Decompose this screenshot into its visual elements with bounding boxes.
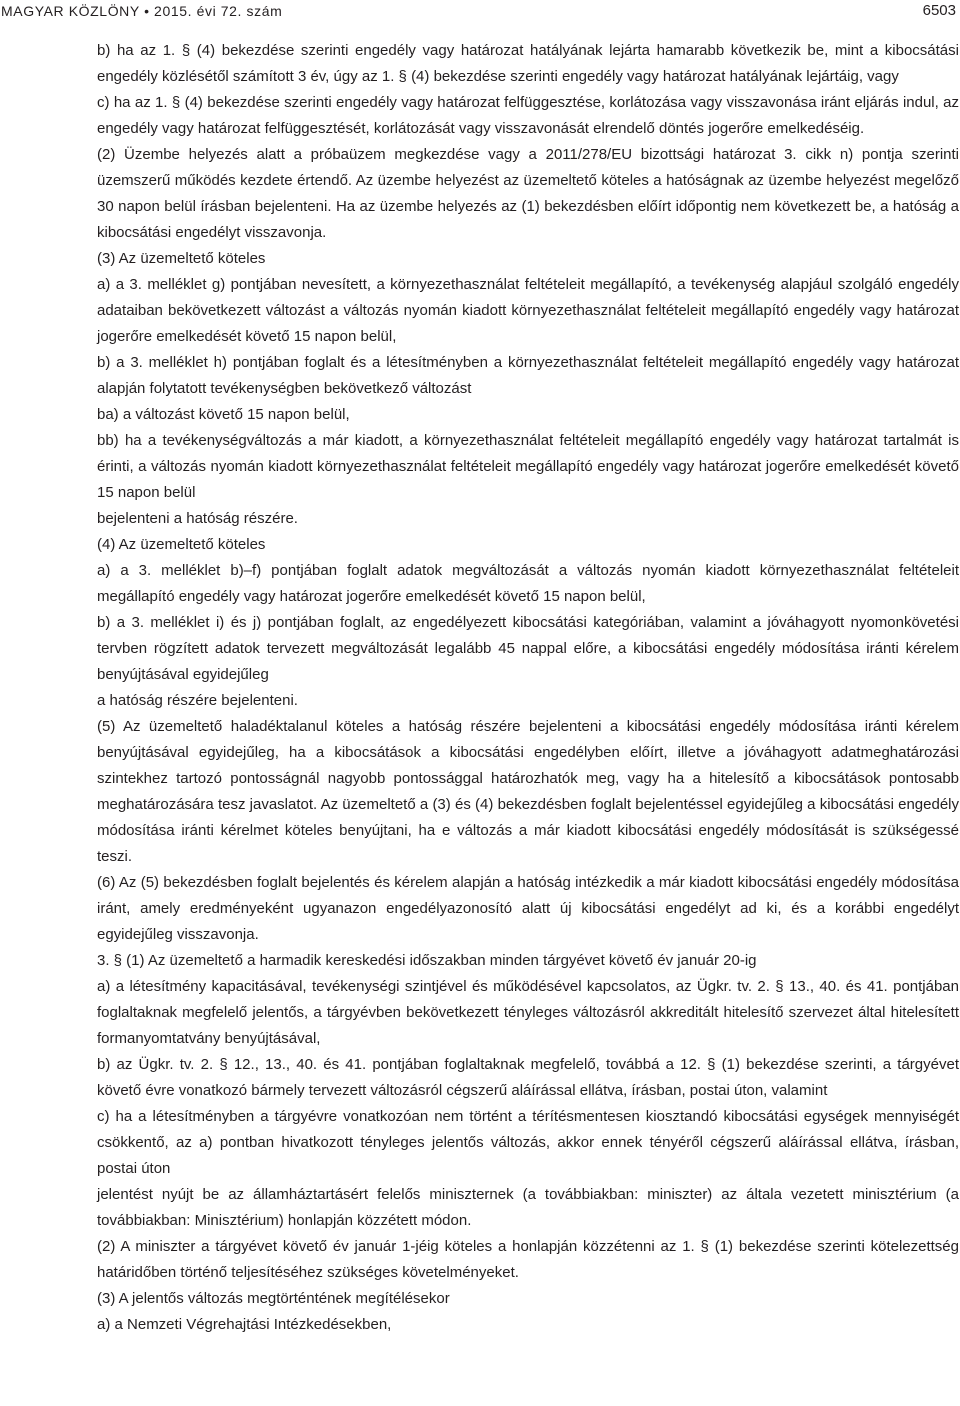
page-number: 6503 xyxy=(922,2,956,19)
paragraph: (3) A jelentős változás megtörténtének megítélésekor xyxy=(97,1290,450,1307)
paragraph: (2) Üzembe helyezés alatt a próbaüzem megkezdése vagy a 2011/278/EU bizottsági határozat 3. cikk n) pontja szerinti üzemszerű működés kezdete értendő. Az üzembe helyezést az üzemeltető köteles a hatóságnak az üzembe helyezést megelőző 30 napon belül írásban bejelenteni. Ha az üzembe helyezés az (1) bekezdésben előírt időpontig nem következett be, a hatóság a kibocsátási engedélyt visszavonja. xyxy=(97,146,959,241)
paragraph: c) ha az 1. § (4) bekezdése szerinti engedély vagy határozat felfüggesztése, korlátozása vagy visszavonása iránt eljárás indul, az engedély vagy határozat felfüggesztését, korlátozását vagy visszavonását elrendelő döntés jogerőre emelkedéséig. xyxy=(97,94,959,137)
paragraph: (5) Az üzemeltető haladéktalanul köteles a hatóság részére bejelenteni a kibocsátási engedély módosítása iránti kérelem benyújtásával egyidejűleg, ha a kibocsátások a kibocsátási engedélyben előírt, illetve a jóváhagyott adatmeghatározási szintekhez tartozó pontosságnál nagyobb pontossággal határozhatók meg, vagy ha a hitelesítő a kibocsátások pontosabb meghatározására tesz javaslatot. Az üzemeltető a (3) és (4) bekezdésben foglalt bejelentéssel egyidejűleg a kibocsátási engedély módosítása iránti kérelmet köteles benyújtani, ha e változás a már kiadott kibocsátási engedély módosítását is szükségessé teszi. xyxy=(97,718,959,865)
paragraph: (6) Az (5) bekezdésben foglalt bejelentés és kérelem alapján a hatóság intézkedik a már kiadott kibocsátási engedély módosítása iránt, amely eredményeként ugyanazon engedélyazonosító alatt új kibocsátási engedélyt ad ki, és a korábbi engedélyt egyidejűleg visszavonja. xyxy=(97,874,959,943)
paragraph: (4) Az üzemeltető köteles xyxy=(97,536,266,553)
paragraph: bejelenteni a hatóság részére. xyxy=(97,510,298,527)
paragraph: bb) ha a tevékenységváltozás a már kiadott, a környezethasználat feltételeit megállapító engedély vagy határozat tartalmát is érinti, a változás nyomán kiadott környezethasználat feltételeit megállapító engedély vagy határozat jogerőre emelkedését követő 15 napon belül xyxy=(97,432,959,501)
paragraph: ba) a változást követő 15 napon belül, xyxy=(97,406,350,423)
paragraph: b) ha az 1. § (4) bekezdése szerinti engedély vagy határozat hatályának lejárta hamarabb következik be, mint a kibocsátási engedély közlésétől számított 3 év, úgy az 1. § (4) bekezdése szerinti engedély vagy határozat hatályának lejártáig, vagy xyxy=(97,42,959,85)
document-body xyxy=(97,38,959,1338)
paragraph: a) a létesítmény kapacitásával, tevékenységi szintjével és működésével kapcsolatos, az Ügkr. tv. 2. § 13., 40. és 41. pontjában foglaltaknak megfelelő jelentős, a tárgyévben bekövetkezett tényleges változásról akkreditált hitelesítő szervezet által hitelesített formanyomtatvány benyújtásával, xyxy=(97,978,959,1047)
journal-title: MAGYAR KÖZLÖNY • 2015. évi 72. szám xyxy=(1,3,283,19)
page-header xyxy=(0,0,960,22)
paragraph: b) az Ügkr. tv. 2. § 12., 13., 40. és 41. pontjában foglaltaknak megfelelő, továbbá a 12. § (1) bekezdése szerinti, a tárgyévet követő évre vonatkozó bármely tervezett változásról cégszerű aláírással ellátva, írásban, postai úton, valamint xyxy=(97,1056,959,1099)
paragraph: a) a 3. melléklet b)–f) pontjában foglalt adatok megváltozását a változás nyomán kiadott környezethasználat feltételeit megállapító engedély vagy határozat jogerőre emelkedését követő 15 napon belül, xyxy=(97,562,959,605)
paragraph: (2) A miniszter a tárgyévet követő év január 1-jéig köteles a honlapján közzétenni az 1. § (1) bekezdése szerinti kötelezettség határidőben történő teljesítéséhez szükséges követelményeket. xyxy=(97,1238,959,1281)
paragraph: jelentést nyújt be az államháztartásért felelős miniszternek (a továbbiakban: miniszter) az általa vezetett minisztérium (a továbbiakban: Minisztérium) honlapján közzétett módon. xyxy=(97,1186,959,1229)
paragraph: b) a 3. melléklet i) és j) pontjában foglalt, az engedélyezett kibocsátási kategóriában, valamint a jóváhagyott nyomonkövetési tervben rögzített adatok tervezett megváltozását legalább 45 nappal előre, a kibocsátási engedély módosítása iránti kérelem benyújtásával egyidejűleg xyxy=(97,614,959,683)
paragraph: c) ha a létesítményben a tárgyévre vonatkozóan nem történt a térítésmentesen kiosztandó kibocsátási egységek mennyiségét csökkentő, az a) pontban hivatkozott tényleges jelentős változás, akkor ennek tényéről cégszerű aláírással ellátva, írásban, postai úton xyxy=(97,1108,959,1177)
paragraph: a) a Nemzeti Végrehajtási Intézkedésekben, xyxy=(97,1316,392,1333)
paragraph: 3. § (1) Az üzemeltető a harmadik kereskedési időszakban minden tárgyévet követő év január 20-ig xyxy=(97,952,757,969)
paragraph: (3) Az üzemeltető köteles xyxy=(97,250,266,267)
paragraph: b) a 3. melléklet h) pontjában foglalt és a létesítményben a környezethasználat feltételeit megállapító engedély vagy határozat alapján folytatott tevékenységben bekövetkező változást xyxy=(97,354,959,397)
paragraph: a) a 3. melléklet g) pontjában nevesített, a környezethasználat feltételeit megállapító, a tevékenység alapjául szolgáló engedély adataiban bekövetkezett változást a változás nyomán kiadott környezethasználat feltételeit megállapító engedély vagy határozat jogerőre emelkedését követő 15 napon belül, xyxy=(97,276,959,345)
paragraph: a hatóság részére bejelenteni. xyxy=(97,692,298,709)
